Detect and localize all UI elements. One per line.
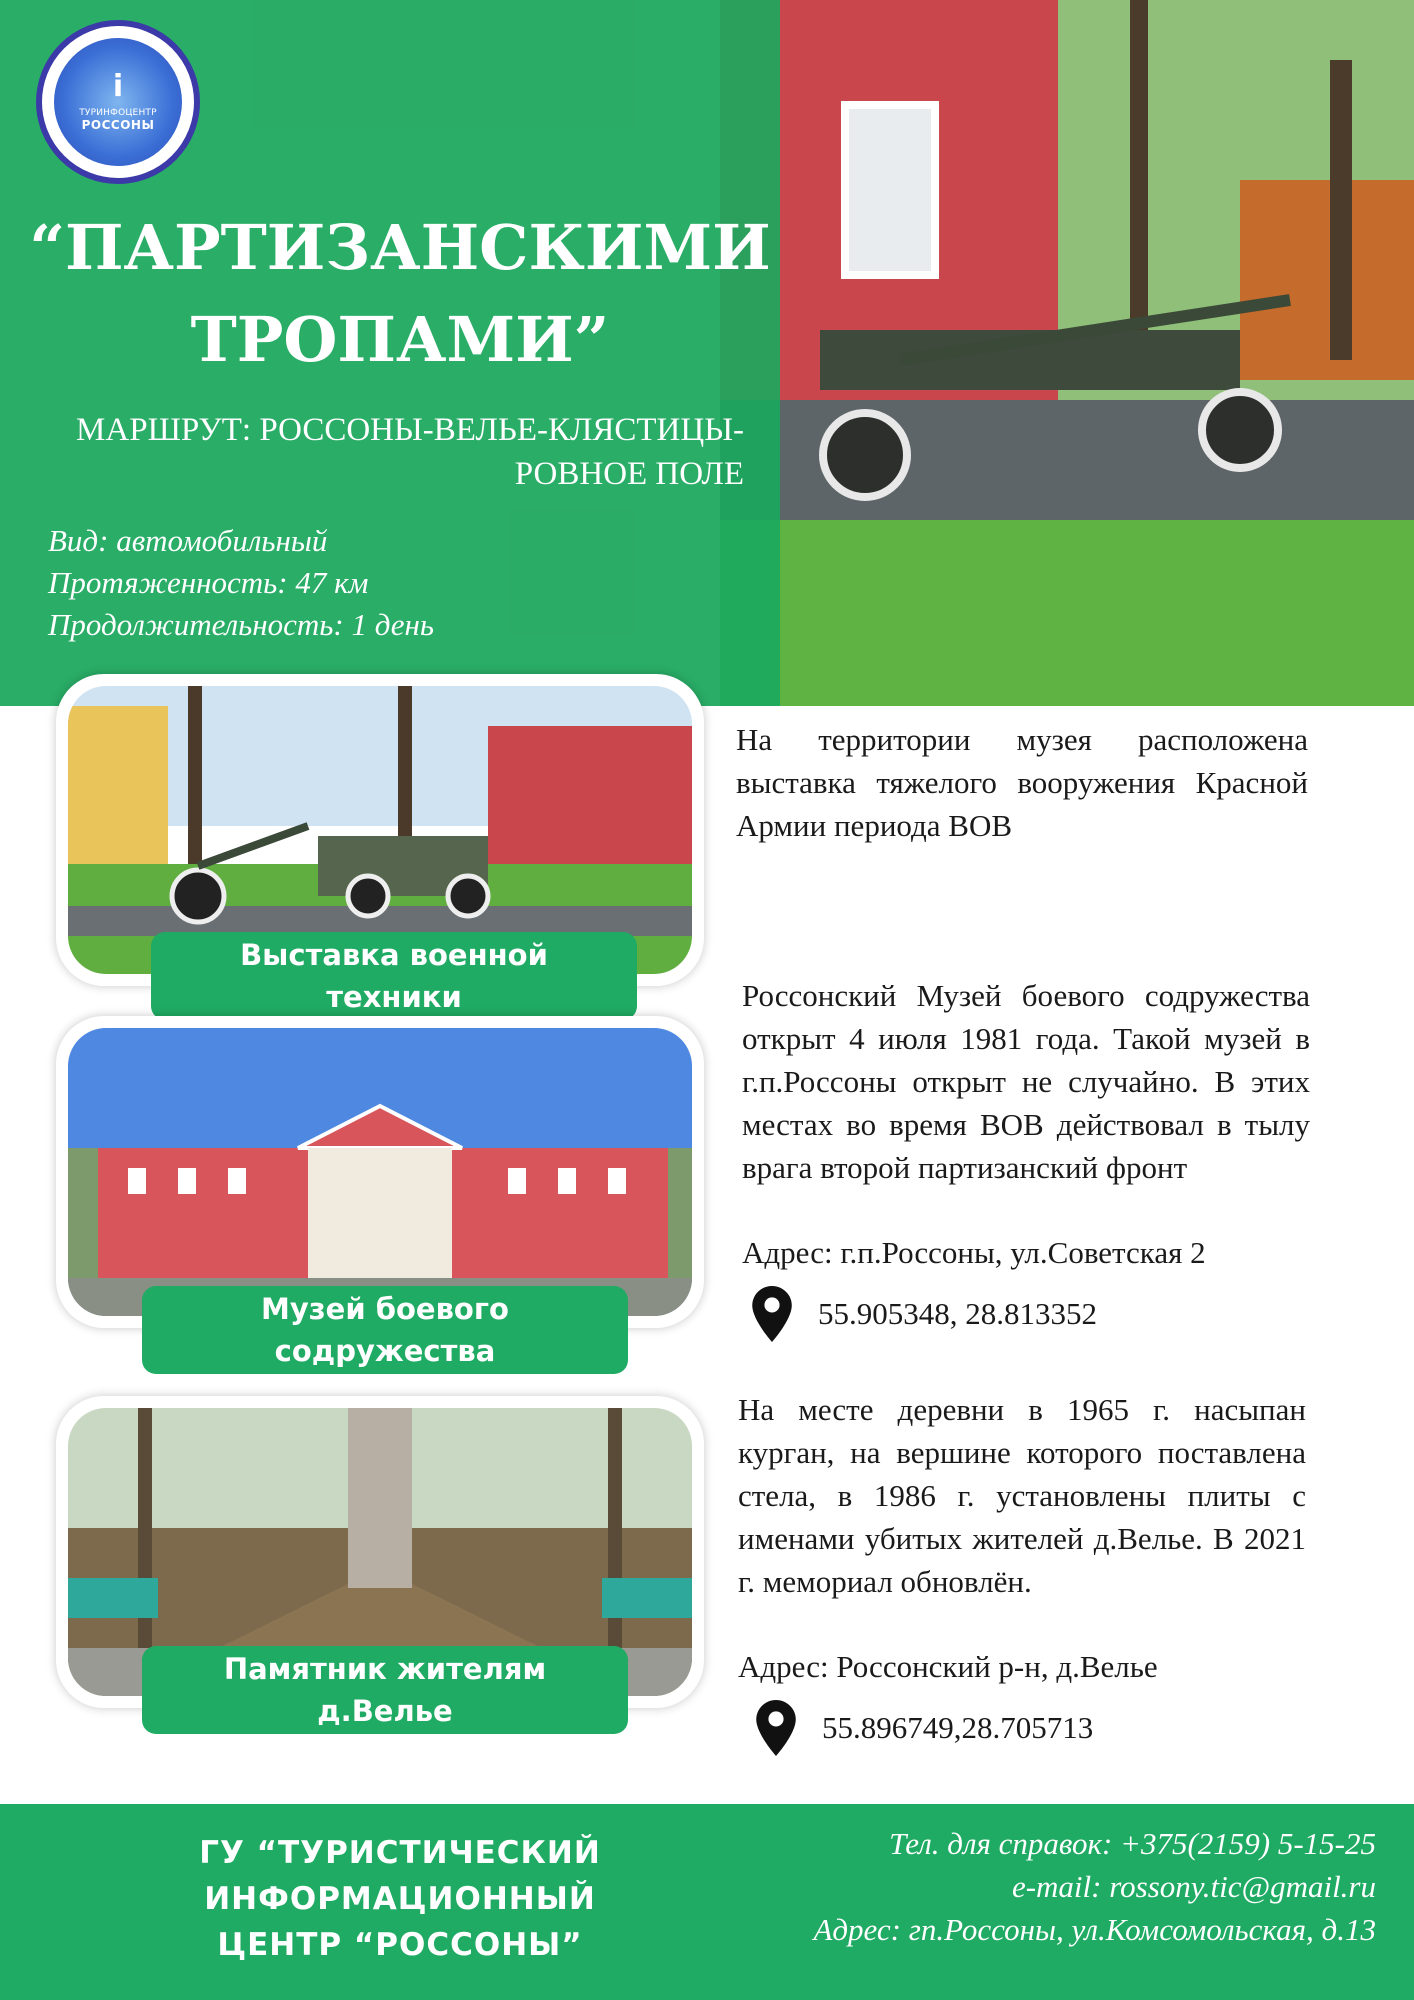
- text-museum: Россонский Музей боевого содружества открыт 4 июля 1981 года. Такой музей в г.п.Россоны открыт не случайно. В этих местах во время ВОВ действовал в тылу врага второй партизанский фронт: [742, 978, 1310, 1185]
- label-memorial-line2: д.Велье: [317, 1694, 453, 1728]
- location-pin-icon: [756, 1700, 796, 1756]
- footer-org-line2: ЦЕНТР “РОССОНЫ”: [217, 1927, 583, 1963]
- label-memorial-line1: Памятник жителям: [223, 1652, 547, 1686]
- coords-museum-value: 55.905348, 28.813352: [818, 1296, 1097, 1331]
- label-military-line1: Выставка военной: [240, 938, 548, 972]
- card-military-exhibition: [56, 674, 704, 1014]
- text-military-exhibition: На территории музея расположена выставка тяжелого вооружения Красной Армии периода ВОВ: [736, 722, 1308, 843]
- logo-letter: i: [112, 69, 124, 104]
- route-info: [48, 520, 748, 646]
- logo: [36, 20, 200, 184]
- route-line1: МАРШРУТ: РОССОНЫ-ВЕЛЬЕ-КЛЯСТИЦЫ-: [76, 412, 744, 448]
- label-museum-line2: содружества: [274, 1334, 496, 1368]
- coords-museum: [752, 1286, 1097, 1342]
- coords-memorial-value: 55.896749,28.705713: [822, 1710, 1094, 1745]
- logo-line2: РОССОНЫ: [81, 118, 155, 132]
- logo-emblem: [54, 38, 182, 166]
- label-museum: [142, 1286, 628, 1374]
- route-line2: РОВНОЕ ПОЛЕ: [514, 456, 744, 492]
- footer-phone: Тел. для справок: +375(2159) 5-15-25: [889, 1826, 1376, 1861]
- footer-org-line1: ГУ “ТУРИСТИЧЕСКИЙ ИНФОРМАЦИОННЫЙ: [199, 1835, 601, 1917]
- location-pin-icon: [752, 1286, 792, 1342]
- coords-memorial: [756, 1700, 1093, 1756]
- label-memorial: [142, 1646, 628, 1734]
- text-memorial: На месте деревни в 1965 г. насыпан курган, на вершине которого поставлена стела, в 1986 г. установлены плиты с именами убитых жителей д.Велье. В 2021 г. мемориал обновлён.: [738, 1392, 1306, 1599]
- card-museum: [56, 1016, 704, 1368]
- photo-military-exhibition: [68, 686, 692, 974]
- route-heading: [40, 408, 744, 496]
- title-line1: “ПАРТИЗАНСКИМИ: [29, 211, 771, 284]
- footer-email: e-mail: rossony.tic@gmail.ru: [1011, 1869, 1376, 1904]
- footer-contacts: [700, 1822, 1376, 1951]
- label-military-exhibition: [151, 932, 637, 1020]
- footer-organization: [30, 1830, 770, 1968]
- address-memorial: Адрес: Россонский р-н, д.Велье: [738, 1649, 1158, 1684]
- card-memorial: [56, 1396, 704, 1728]
- route-duration: Продолжительность: 1 день: [48, 607, 435, 642]
- address-museum: Адрес: г.п.Россоны, ул.Советская 2: [742, 1235, 1206, 1270]
- route-length: Протяженность: 47 км: [48, 565, 369, 600]
- photo-museum: [68, 1028, 692, 1316]
- title-line2: ТРОПАМИ”: [190, 303, 610, 376]
- route-type: Вид: автомобильный: [48, 523, 328, 558]
- label-military-line2: техники: [326, 980, 462, 1014]
- label-museum-line1: Музей боевого: [261, 1292, 509, 1326]
- page-title: [20, 202, 780, 386]
- logo-line1: ТУРИНФОЦЕНТР: [79, 108, 157, 118]
- footer-address: Адрес: гп.Россоны, ул.Комсомольская, д.13: [813, 1912, 1376, 1947]
